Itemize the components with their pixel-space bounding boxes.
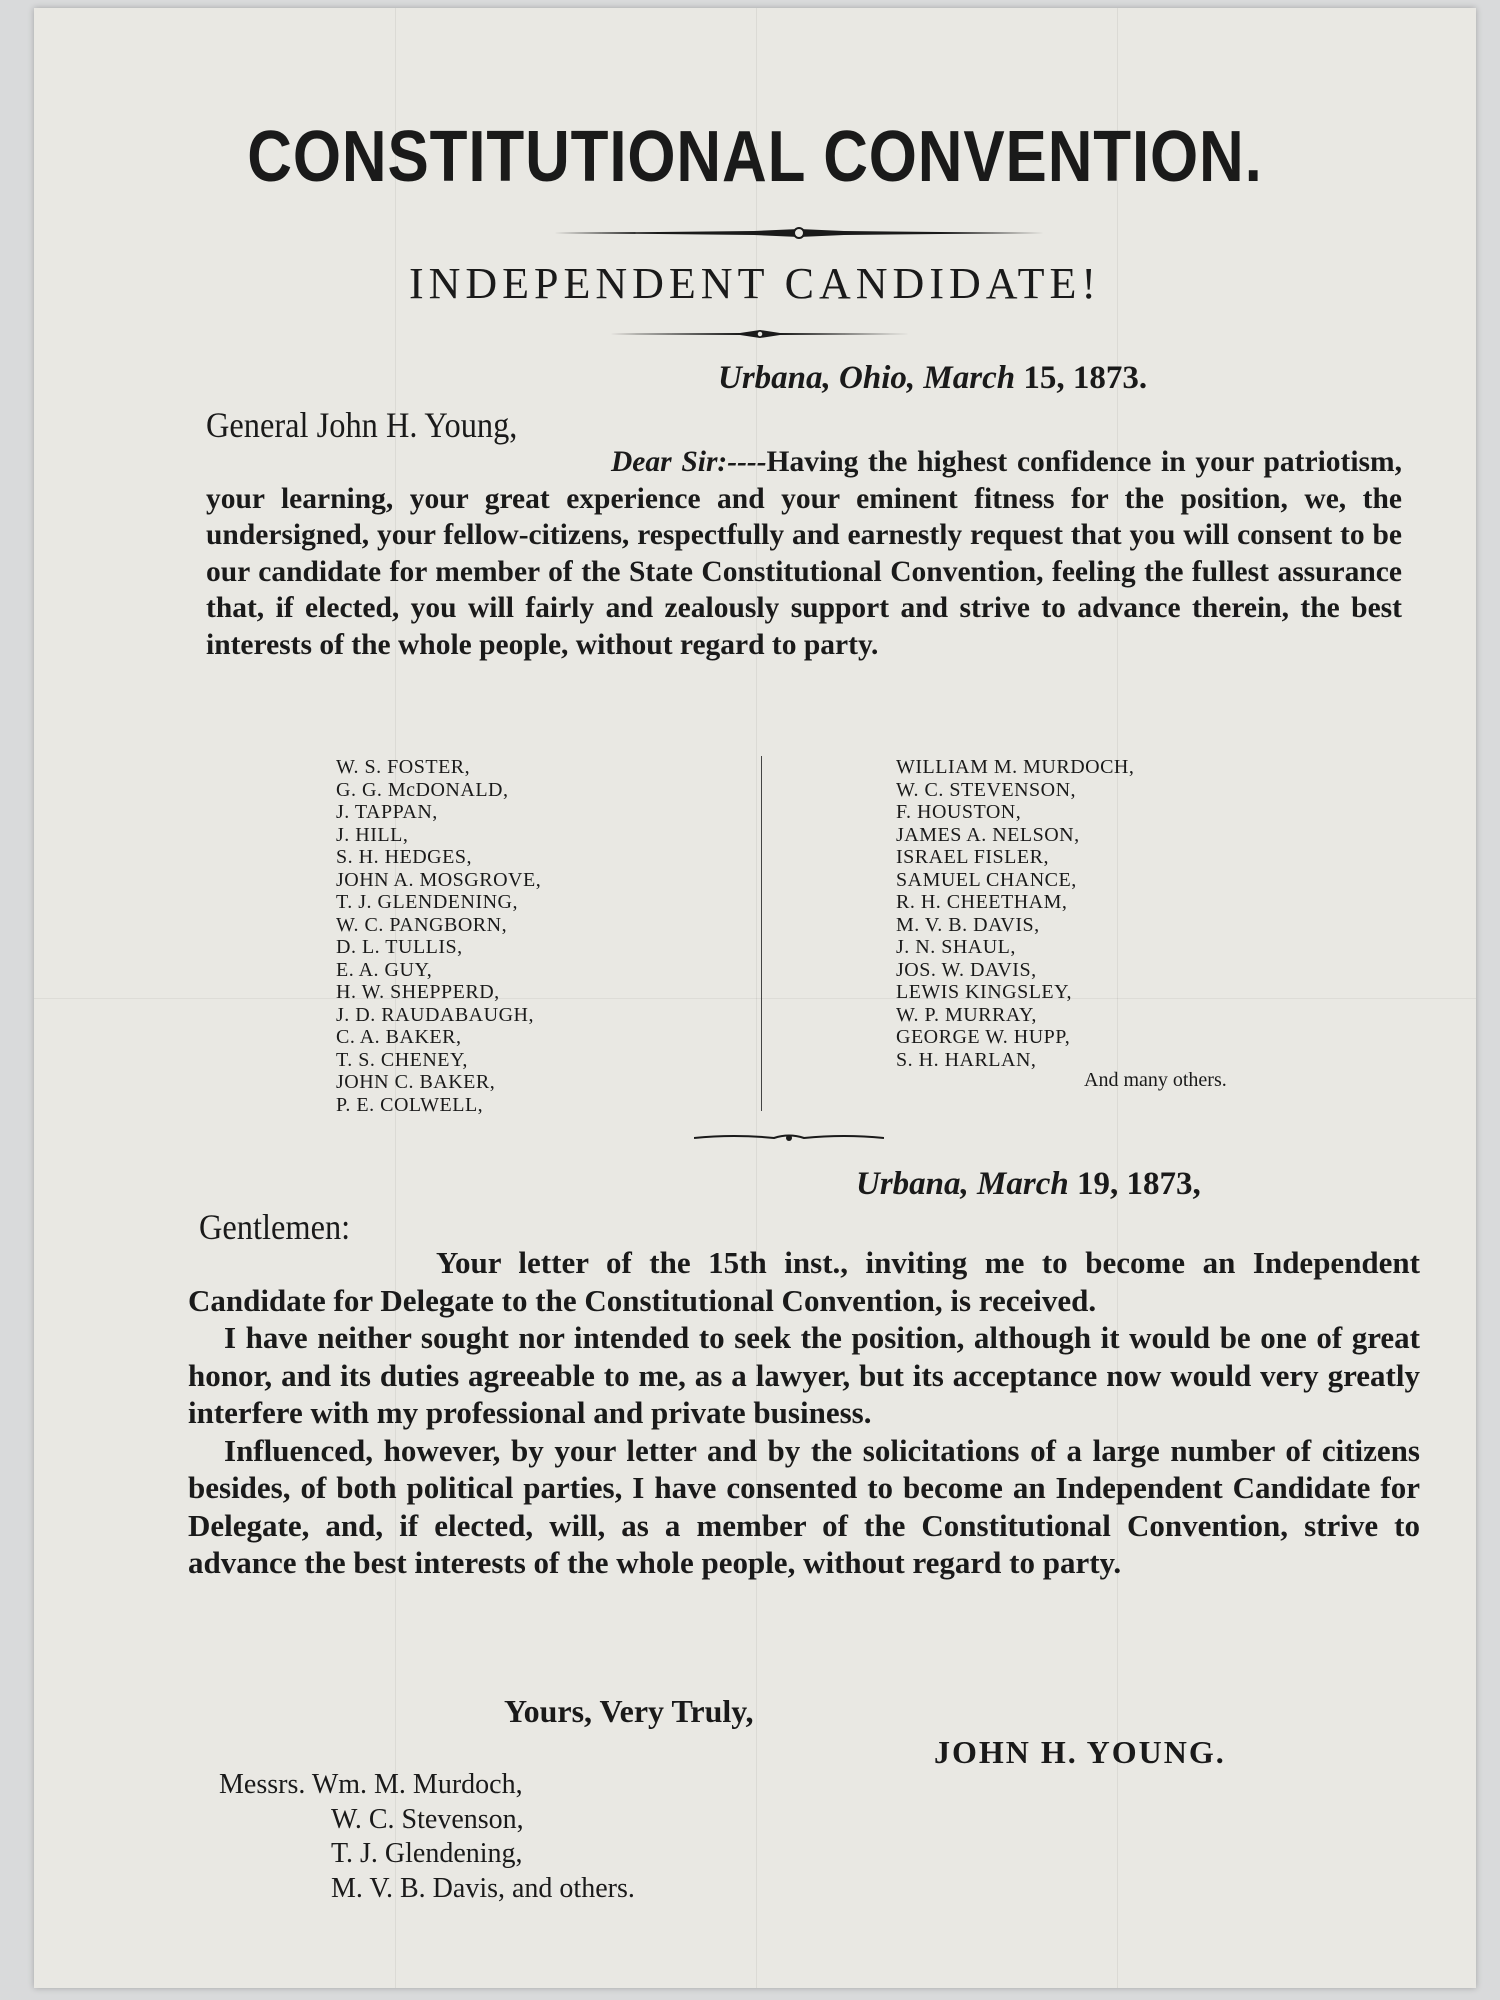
signer-name: J. TAPPAN,	[336, 801, 438, 823]
addressee-line: W. C. Stevenson,	[331, 1803, 524, 1835]
signer-name: S. H. HEDGES,	[336, 846, 472, 868]
signer-name: M. V. B. DAVIS,	[896, 913, 1040, 936]
signer-name: R. H. CHEETHAM,	[896, 891, 1068, 913]
signer-name: H. W. SHEPPERD,	[336, 981, 500, 1003]
reply-paragraph: Your letter of the 15th inst., inviting me to become an Independent Candidate for Delegate to the Constitutional Convention, is received.	[188, 1245, 1420, 1318]
signer-name: J. HILL,	[336, 823, 409, 846]
addressee-block	[219, 1768, 635, 1906]
poster-subtitle: INDEPENDENT CANDIDATE!	[408, 259, 1102, 308]
poster-title: CONSTITUTIONAL CONVENTION.	[247, 117, 1263, 197]
fold-crease	[34, 998, 1476, 999]
signer-name: ISRAEL FISLER,	[896, 846, 1049, 868]
signers-left-column	[336, 756, 541, 1116]
signer-name: J. D. RAUDABAUGH,	[336, 1003, 534, 1026]
signer-name: JOHN A. MOSGROVE,	[336, 868, 542, 891]
dateline-date: 15, 1873.	[1023, 360, 1148, 396]
letter-dateline	[718, 360, 1147, 397]
reply-body	[188, 1244, 1420, 1582]
letter-addressee: General John H. Young,	[206, 405, 518, 445]
signer-name: GEORGE W. HUPP,	[896, 1026, 1071, 1048]
signer-name: J. N. SHAUL,	[896, 936, 1016, 958]
signer-name: P. E. COLWELL,	[336, 1093, 484, 1116]
signer-name: E. A. GUY,	[336, 958, 433, 981]
letter-text: Having the highest confidence in your patriotism, your learning, your great experience and your eminent fitness for the position, we, the undersigned, your fellow-citizens, respectfully and earnestly request that you will consent to be our candidate for member of the State Constitutional Convention, feeling the fullest assurance that, if elected, you will fairly and zealously support and strive to advance therein, the best interests of the whole people, without regard to party.	[206, 446, 1402, 661]
addressee-line: M. V. B. Davis, and others.	[331, 1872, 635, 1904]
signer-name: T. J. GLENDENING,	[336, 891, 518, 913]
small-rule-icon	[610, 328, 910, 340]
signature-name: JOHN H. YOUNG.	[934, 1734, 1226, 1770]
letter-body	[206, 444, 1402, 663]
signer-name: C. A. BAKER,	[336, 1026, 462, 1048]
reply-dateline	[856, 1166, 1201, 1203]
ornamental-rule-icon	[554, 226, 1044, 240]
addressee-line: T. J. Glendening,	[331, 1838, 523, 1869]
closing-line: Yours, Very Truly,	[504, 1693, 754, 1729]
reply-salutation: Gentlemen:	[199, 1207, 351, 1247]
column-divider	[761, 756, 762, 1111]
reply-paragraph: I have neither sought nor intended to seek the position, although it would be one of great honor, and its duties agreeable to me, as a lawyer, but its acceptance now would very greatly interfere with my professional and private business.	[188, 1320, 1420, 1430]
signer-name: JOHN C. BAKER,	[336, 1071, 496, 1093]
signer-name: G. G. McDONALD,	[336, 778, 509, 801]
small-rule-icon	[694, 1132, 884, 1144]
reply-paragraph: Influenced, however, by your letter and by the solicitations of a large number of citizens besides, of both political parties, I have consented to become an Independent Candidate for Delegate, and, if elected, will, as a member of the Constitutional Convention, strive to advance the best interests of the whole people, without regard to party.	[188, 1432, 1420, 1580]
signer-name: F. HOUSTON,	[896, 801, 1022, 823]
and-many-others: And many others.	[1084, 1069, 1227, 1091]
dateline-date: 19, 1873,	[1076, 1166, 1201, 1202]
dateline-place: Urbana, Ohio, March	[718, 360, 1016, 396]
signer-name: WILLIAM M. MURDOCH,	[896, 756, 1135, 778]
signer-name: W. C. PANGBORN,	[336, 913, 508, 936]
addressee-line: Messrs. Wm. M. Murdoch,	[219, 1769, 523, 1800]
signer-name: JOS. W. DAVIS,	[896, 958, 1037, 981]
signer-name: W. S. FOSTER,	[336, 756, 471, 778]
signer-name: SAMUEL CHANCE,	[896, 868, 1077, 891]
signer-name: JAMES A. NELSON,	[896, 823, 1080, 846]
signer-name: LEWIS KINGSLEY,	[896, 981, 1073, 1003]
broadside-sheet	[34, 8, 1476, 1988]
signer-name: D. L. TULLIS,	[336, 936, 463, 958]
signer-name: W. P. MURRAY,	[896, 1003, 1037, 1026]
signer-name: S. H. HARLAN,	[896, 1048, 1037, 1071]
letter-salutation: Dear Sir:----	[611, 446, 767, 478]
signer-name: W. C. STEVENSON,	[896, 778, 1077, 801]
signers-right-column	[896, 756, 1134, 1071]
signer-name: T. S. CHENEY,	[336, 1048, 468, 1071]
dateline-place: Urbana, March	[856, 1166, 1069, 1202]
